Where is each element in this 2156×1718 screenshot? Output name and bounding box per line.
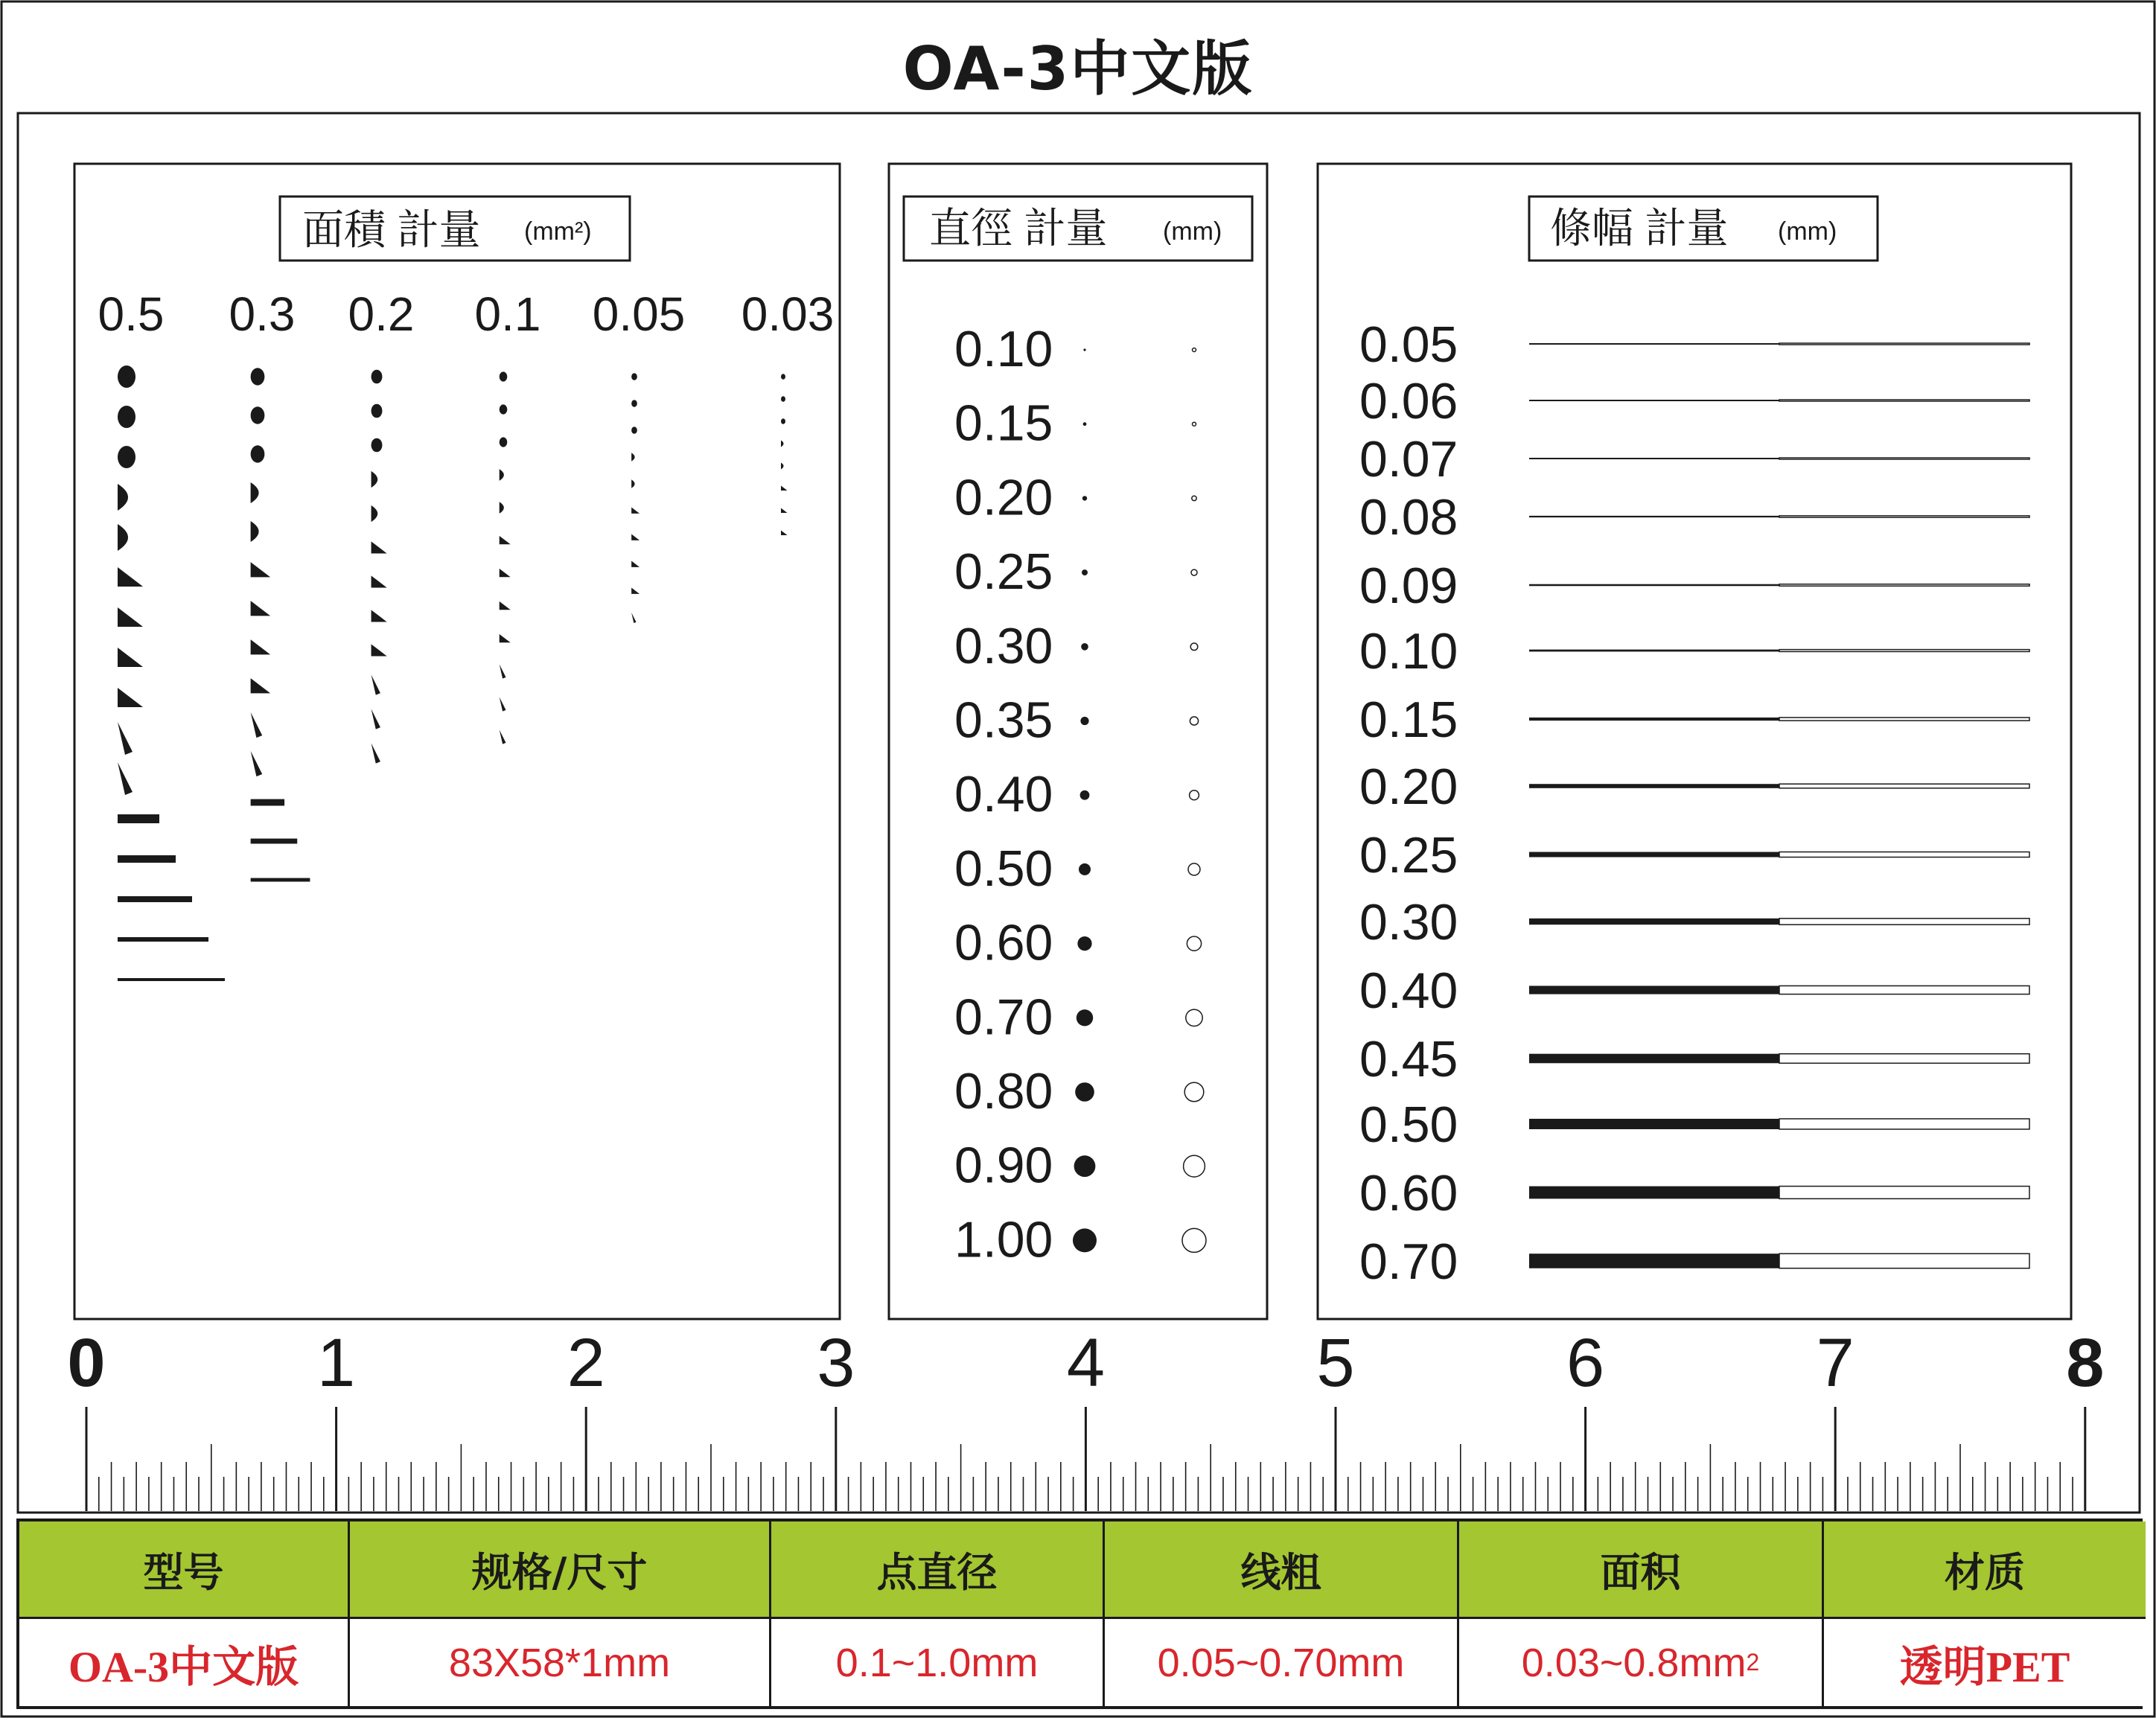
- line-width-label: 0.60: [1359, 1165, 1458, 1222]
- line-solid: [1529, 1054, 1779, 1064]
- area-shape: [781, 486, 788, 491]
- diameter-panel-unit: (mm): [1163, 217, 1222, 246]
- value-area: 0.03~0.8mm: [1521, 1640, 1747, 1685]
- area-shape: [500, 664, 506, 678]
- area-shape: [500, 404, 508, 414]
- area-shape: [631, 508, 640, 514]
- diameter-dot-solid: [1083, 422, 1087, 426]
- area-shape: [371, 674, 380, 694]
- line-outline: [1779, 1119, 2029, 1129]
- diameter-dot-solid: [1075, 1082, 1094, 1102]
- line-solid: [1529, 1254, 1779, 1268]
- line-solid: [1529, 458, 1779, 459]
- area-column-label: 0.3: [229, 287, 296, 341]
- line-solid: [1529, 852, 1779, 858]
- ruler: [67, 1325, 2104, 1511]
- line-width-label: 0.25: [1359, 827, 1458, 884]
- line-solid: [1529, 986, 1779, 994]
- area-shape: [371, 404, 383, 418]
- header-material: 材质: [1824, 1521, 2146, 1617]
- diameter-rows: [954, 321, 1206, 1268]
- area-shape: [251, 521, 259, 542]
- diameter-panel-border: [889, 164, 1267, 1319]
- area-shape: [371, 471, 378, 488]
- line-width-label: 0.05: [1359, 316, 1458, 373]
- line-width-label: 0.07: [1359, 431, 1458, 488]
- ruler-label: 2: [567, 1325, 605, 1401]
- line-width-label: 0.30: [1359, 894, 1458, 951]
- ruler-label: 7: [1816, 1325, 1854, 1401]
- card-title: OA-3中文版: [902, 34, 1254, 103]
- line-panel: [1318, 164, 2071, 1319]
- area-shape: [251, 751, 263, 776]
- area-shape: [781, 441, 784, 447]
- area-shape: [781, 531, 788, 536]
- diameter-dot-hollow: [1190, 643, 1198, 651]
- diameter-dot-hollow: [1190, 717, 1198, 725]
- diameter-label: 0.90: [954, 1137, 1053, 1194]
- area-shape: [500, 502, 504, 514]
- diameter-label: 0.35: [954, 692, 1053, 749]
- area-shape: [251, 601, 271, 616]
- diameter-dot-hollow: [1188, 863, 1200, 875]
- diameter-label: 0.80: [954, 1063, 1053, 1120]
- value-material: 透明PET: [1824, 1617, 2146, 1706]
- diameter-label: 0.20: [954, 469, 1053, 526]
- line-solid: [1529, 1119, 1779, 1129]
- area-shape: [251, 406, 265, 424]
- line-width-label: 0.40: [1359, 962, 1458, 1019]
- diameter-dot-hollow: [1191, 569, 1197, 575]
- area-column-label: 0.5: [98, 287, 165, 341]
- value-area-superscript: 2: [1746, 1649, 1760, 1676]
- header-model: 型号: [19, 1521, 350, 1617]
- inner-border: [18, 113, 2140, 1513]
- value-size: 83X58*1mm: [350, 1617, 771, 1706]
- area-shape: [118, 896, 192, 902]
- area-shape: [118, 446, 135, 468]
- diameter-panel: [889, 164, 1267, 1319]
- line-outline: [1779, 343, 2029, 345]
- line-width-label: 0.10: [1359, 623, 1458, 680]
- area-shape: [118, 855, 176, 863]
- diameter-dot-solid: [1073, 1228, 1097, 1252]
- line-outline: [1779, 1187, 2029, 1199]
- diameter-dot-hollow: [1184, 1082, 1204, 1102]
- area-column-label: 0.05: [592, 287, 686, 341]
- area-shape: [118, 722, 133, 755]
- area-shape: [631, 613, 636, 623]
- line-rows: [1359, 316, 2029, 1290]
- diameter-label: 0.50: [954, 840, 1053, 897]
- area-shape: [118, 762, 133, 795]
- area-shape: [118, 937, 208, 942]
- line-solid: [1529, 784, 1779, 788]
- diameter-panel-title: 直徑 計量: [929, 205, 1108, 252]
- area-shape: [118, 814, 159, 823]
- diameter-dot-solid: [1077, 936, 1091, 951]
- ruler-label: 8: [2066, 1325, 2105, 1401]
- diameter-dot-solid: [1081, 643, 1088, 651]
- area-shape: [631, 453, 634, 462]
- ruler-label: 1: [317, 1325, 356, 1401]
- header-size: 规格/尺寸: [350, 1521, 771, 1617]
- line-solid: [1529, 516, 1779, 517]
- diameter-label: 0.10: [954, 321, 1053, 377]
- area-shape: [631, 588, 640, 594]
- area-shape: [781, 418, 785, 424]
- header-line-width: 线粗: [1105, 1521, 1459, 1617]
- area-shape: [251, 562, 271, 577]
- area-shape: [631, 373, 637, 380]
- area-shape: [371, 743, 380, 763]
- area-shape: [118, 607, 143, 627]
- line-width-label: 0.08: [1359, 489, 1458, 546]
- line-width-label: 0.20: [1359, 759, 1458, 815]
- area-panel-unit: (mm²): [524, 217, 592, 246]
- diameter-dot-solid: [1080, 791, 1090, 800]
- line-panel-title: 條幅 計量: [1550, 205, 1729, 252]
- area-shape: [251, 712, 263, 738]
- area-shape: [251, 878, 310, 882]
- diameter-label: 0.70: [954, 989, 1053, 1046]
- diameter-label: 0.25: [954, 543, 1053, 601]
- spec-table: [16, 1519, 2143, 1709]
- area-column-label: 0.03: [741, 287, 835, 341]
- diameter-dot-solid: [1082, 496, 1087, 500]
- line-solid: [1529, 584, 1779, 587]
- area-shape: [371, 610, 387, 622]
- area-shape: [371, 644, 387, 656]
- area-shape: [500, 569, 511, 577]
- line-outline: [1779, 584, 2029, 587]
- diameter-dot-solid: [1082, 569, 1088, 575]
- area-panel-border: [74, 164, 840, 1319]
- diameter-dot-hollow: [1192, 496, 1196, 500]
- area-panel-title: 面積 計量: [302, 206, 481, 253]
- line-outline: [1779, 650, 2029, 652]
- area-shape: [118, 688, 143, 707]
- area-shape: [371, 438, 383, 453]
- area-shape: [251, 799, 284, 806]
- value-line-width: 0.05~0.70mm: [1105, 1617, 1459, 1706]
- area-column-label: 0.2: [348, 287, 415, 341]
- ruler-label: 6: [1566, 1325, 1605, 1401]
- diameter-dot-solid: [1079, 863, 1091, 875]
- line-solid: [1529, 919, 1779, 925]
- area-shape: [500, 729, 506, 744]
- area-shape: [500, 437, 508, 447]
- line-outline: [1779, 986, 2029, 994]
- area-shape: [500, 601, 511, 610]
- diameter-label: 1.00: [954, 1211, 1053, 1268]
- line-width-label: 0.09: [1359, 558, 1458, 614]
- area-shape: [631, 561, 640, 567]
- area-shape: [251, 639, 271, 654]
- area-shape: [371, 575, 387, 587]
- diameter-dot-hollow: [1193, 348, 1196, 352]
- diameter-dot-hollow: [1193, 422, 1196, 426]
- area-shape: [781, 396, 785, 402]
- area-column-labels: [98, 287, 835, 341]
- area-shape: [500, 634, 511, 642]
- line-solid: [1529, 650, 1779, 652]
- line-solid: [1529, 718, 1779, 721]
- area-shapes: [118, 365, 788, 981]
- diameter-label: 0.30: [954, 617, 1053, 674]
- line-width-label: 0.70: [1359, 1233, 1458, 1290]
- line-outline: [1779, 1054, 2029, 1064]
- value-area-cell: [1459, 1617, 1824, 1706]
- ruler-label: 4: [1066, 1325, 1105, 1401]
- ruler-label: 3: [817, 1325, 855, 1401]
- line-panel-unit: (mm): [1778, 217, 1837, 246]
- diameter-dot-solid: [1074, 1155, 1096, 1177]
- area-shape: [251, 482, 259, 503]
- area-shape: [118, 978, 225, 981]
- area-shape: [251, 678, 271, 693]
- line-outline: [1779, 718, 2029, 721]
- area-shape: [631, 479, 634, 488]
- diameter-dot-solid: [1080, 717, 1088, 725]
- area-shape: [500, 469, 504, 481]
- line-outline: [1779, 458, 2029, 459]
- line-width-label: 0.45: [1359, 1031, 1458, 1088]
- diameter-dot-hollow: [1187, 936, 1201, 951]
- ruler-label: 0: [67, 1325, 106, 1401]
- area-shape: [781, 508, 788, 514]
- line-outline: [1779, 784, 2029, 788]
- line-outline: [1779, 400, 2029, 401]
- area-shape: [500, 371, 508, 381]
- diameter-dot-hollow: [1186, 1009, 1202, 1026]
- area-shape: [631, 534, 640, 540]
- area-shape: [118, 648, 143, 667]
- area-shape: [118, 406, 135, 428]
- area-shape: [631, 400, 637, 407]
- area-shape: [371, 505, 378, 522]
- diameter-dot-hollow: [1182, 1228, 1206, 1252]
- area-panel: [74, 164, 840, 1319]
- line-solid: [1529, 1187, 1779, 1199]
- line-outline: [1779, 516, 2029, 517]
- area-shape: [251, 368, 265, 385]
- ruler-label: 5: [1316, 1325, 1355, 1401]
- area-shape: [781, 374, 785, 380]
- line-outline: [1779, 852, 2029, 858]
- area-shape: [118, 567, 143, 587]
- diameter-dot-hollow: [1190, 791, 1199, 800]
- header-dot-diameter: 点直径: [771, 1521, 1105, 1617]
- area-shape: [118, 524, 128, 551]
- line-outline: [1779, 919, 2029, 925]
- area-shape: [371, 541, 387, 553]
- area-shape: [500, 536, 511, 544]
- line-outline: [1779, 1254, 2029, 1268]
- area-shape: [371, 370, 383, 384]
- card-border: [1, 1, 2155, 1717]
- diameter-dot-hollow: [1184, 1155, 1205, 1177]
- line-solid: [1529, 343, 1779, 345]
- area-shape: [251, 445, 265, 462]
- line-width-label: 0.15: [1359, 692, 1458, 748]
- diameter-dot-solid: [1077, 1009, 1093, 1026]
- diameter-label: 0.60: [954, 914, 1053, 971]
- area-shape: [631, 427, 637, 434]
- diameter-dot-solid: [1083, 348, 1085, 351]
- header-area: 面积: [1459, 1521, 1824, 1617]
- diameter-label: 0.15: [954, 395, 1053, 452]
- area-shape: [118, 484, 128, 511]
- diameter-label: 0.40: [954, 766, 1053, 823]
- area-shape: [118, 365, 135, 388]
- area-shape: [251, 839, 298, 844]
- area-shape: [781, 463, 784, 470]
- area-shape: [500, 697, 506, 711]
- value-dot-diameter: 0.1~1.0mm: [771, 1617, 1105, 1706]
- area-shape: [371, 709, 380, 729]
- value-model: OA-3中文版: [19, 1617, 350, 1706]
- line-width-label: 0.50: [1359, 1096, 1458, 1153]
- line-width-label: 0.06: [1359, 373, 1458, 430]
- line-solid: [1529, 400, 1779, 401]
- area-column-label: 0.1: [474, 287, 541, 341]
